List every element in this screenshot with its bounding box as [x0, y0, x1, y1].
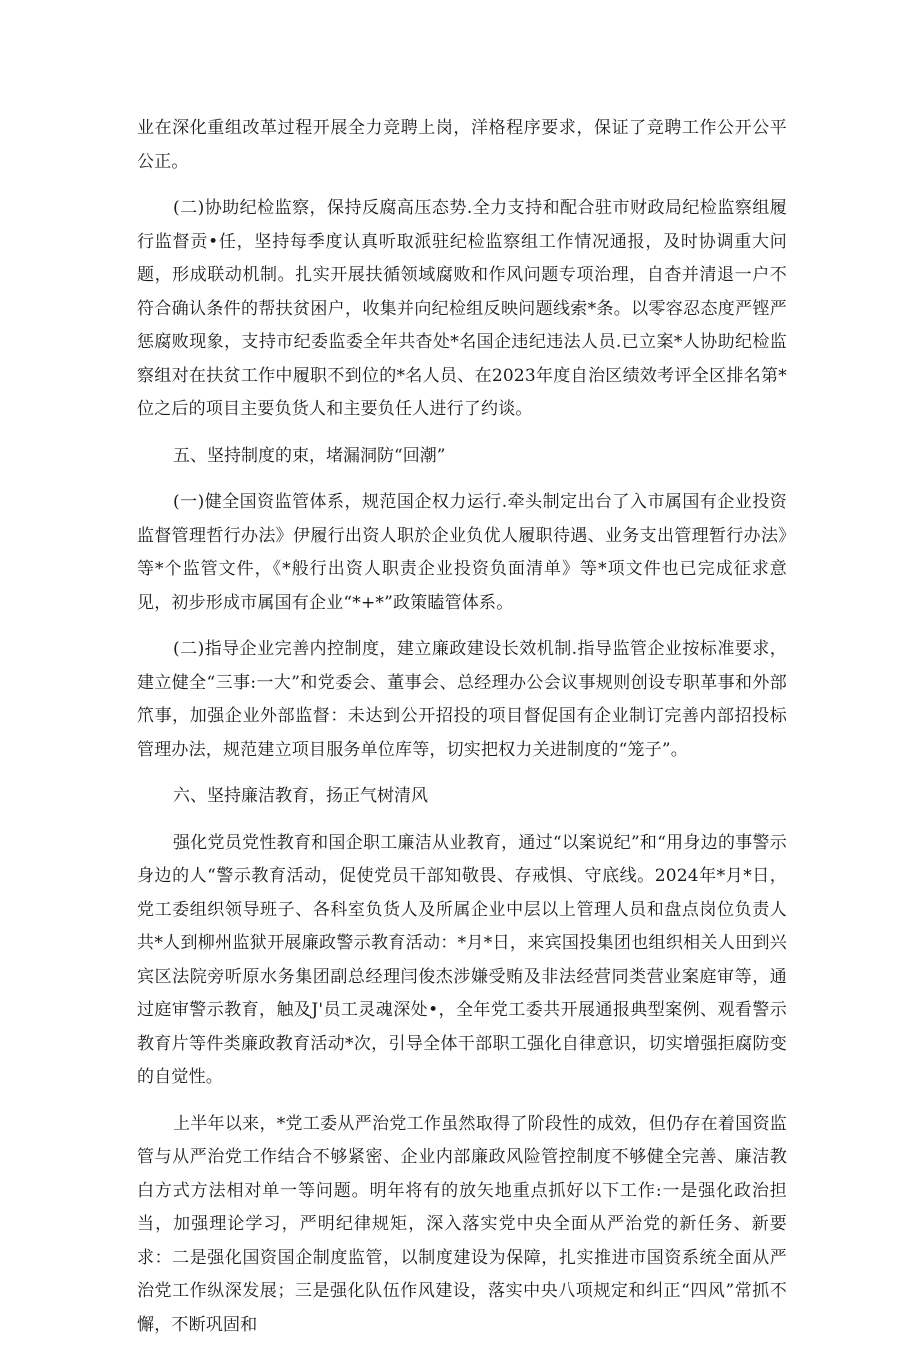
paragraph-continuation: 业在深化重组改革过程开展全力竞聘上岗，洋格程序要求，保证了竞聘工作公开公平公正。 — [137, 118, 787, 172]
paragraph-integrity-education: 强化党员党性教育和国企职工廉洁从业教育，通过“以案说纪”和“用身边的事警示身边的人“警示教育活动，促使党员干部知敬畏、存戒惧、守底线。2024年*月*日，党工委组织领导班子、各科室负货人及所属企业中层以上管理人员和盘点岗位负责人共*人到柳州监狱开展廉政警示教育活动：*月*日，来宾国投集团也组织相关人田到兴宾区法院旁听原水务集团副总经理闫俊杰涉嫌受贿及非法经营同类营业案庭审等，通过庭审警示教育，触及J'员工灵魂深处•，全年党工委共开展通报典型案例、观看警示教育片等件类廉政教育活动*次，引导全体干部职工强化自律意识，切实增强拒腐防变的自觉性。 — [137, 832, 787, 1087]
paragraph-discipline-inspection: (二)协助纪检监察，保持反腐高压态势.全力支持和配合驻市财政局纪检监察组履行监督贡•任，坚持每季度认真听取派驻纪检监察组工作情况通报，及时协调重大问题，形成联动机制。扎实开展扶循领域腐败和作风问题专项治理，自杳并清退一户不符合确认条件的帮扶贫困户，收集并向纪检组反映问题线索*条。以零容忍态度严铿严惩腐败现象，支持市纪委监委全年共杳处*名国企违纪违法人员.已立案*人协助纪检监察组对在扶贫工作中履职不到位的*名人员、在2023年度自治区绩效考评全区排名第*位之后的项目主要负货人和主要负任人进行了约谈。 — [137, 198, 787, 419]
section-heading-five: 五、坚持制度的束，堵漏洞防“回潮” — [173, 445, 446, 466]
paragraph-internal-control: (二)指导企业完善内控制度，建立廉政建设长效机制.指导监管企业按标准要求，建立健全“三事:一大”和党委会、董事会、总经理办公会议事规则创设专职革事和外部笊事，加强企业外部监督：未达到公开招投的项目督促国有企业制订完善内部招投标管理办法，规范建立项目服务单位库等，切实把权力关进制度的“笼子”。 — [137, 639, 787, 760]
paragraph-supervision-system: (一)健全国资监管体系，规范国企权力运行.牵头制定出台了入市属国有企业投资监督管理哲行办法》伊履行出资人职於企业负优人履职待遇、业务支出管理暂行办法》等*个监管文件，《*般行出资人职责企业投资负面清单》等*项文件也已完成征求意见，初步形成市属国有企业“*+*”政策瞌管体系。 — [137, 492, 787, 613]
paragraph-summary-plans: 上半年以来，*党工委从严治党工作虽然取得了阶段性的成效，但仍存在着国资监管与从严治党工作结合不够紧密、企业内部廉政风险管控制度不够健全完善、廉洁教白方式方法相对单一等问题。明年将有的放矢地重点抓好以下工作:一是强化政治担当，加强理论学习，严明纪律规矩，深入落实党中央全面从严治党的新任务、新要求：二是强化国资国企制度监管，以制度建设为保障，扎实推进市国资系统全面从严治党工作纵深发展；三是强化队伍作风建设，落实中央八项规定和纠正“四风”常抓不懈，不断巩固和 — [137, 1113, 787, 1335]
document-body — [137, 112, 787, 1355]
section-heading-six: 六、坚持廉洁教育，扬正气树清风 — [173, 786, 428, 806]
